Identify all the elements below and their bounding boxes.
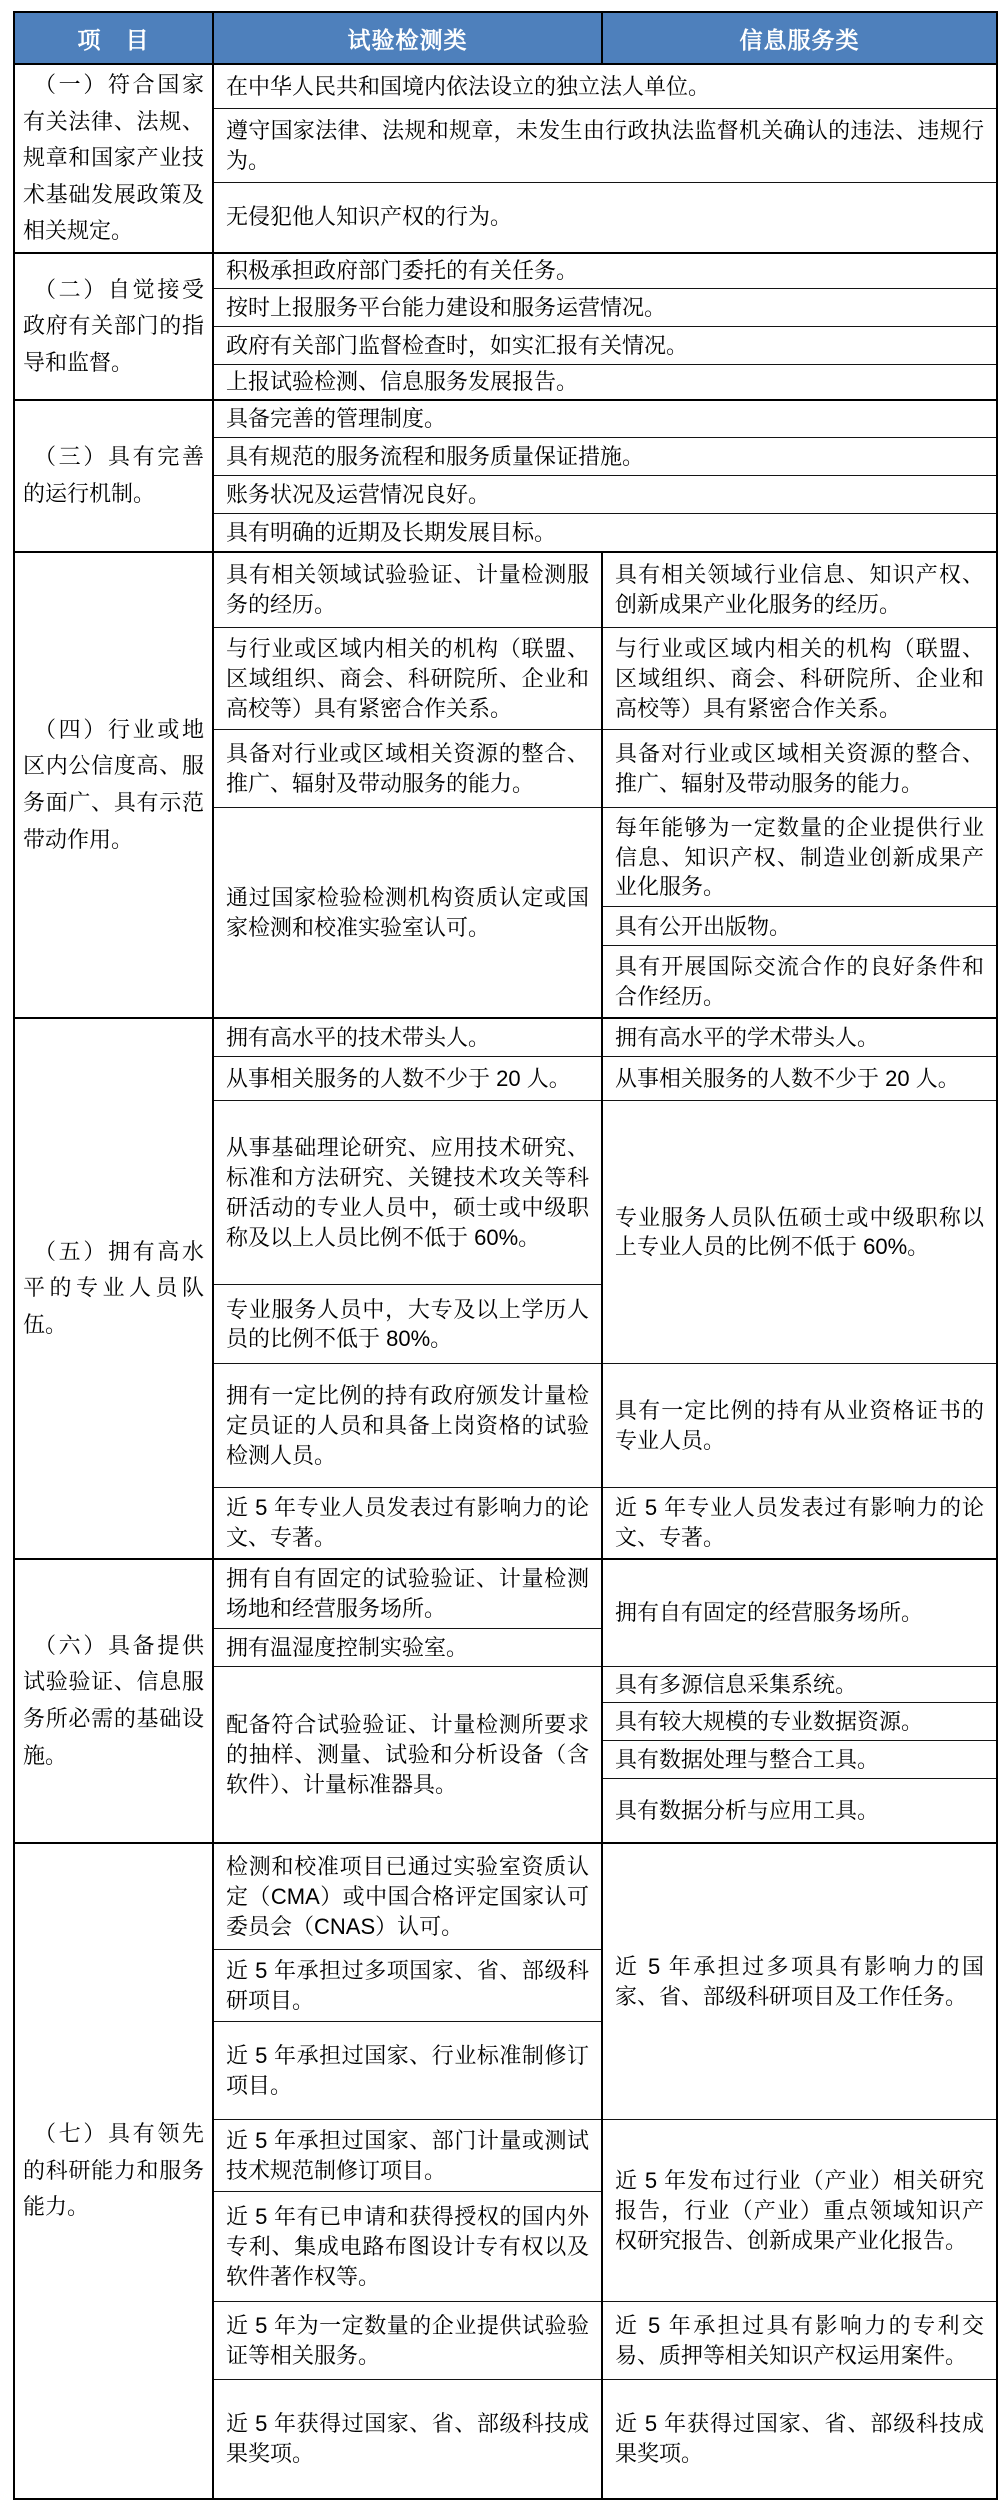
info-criteria-cell: 具有一定比例的持有从业资格证书的专业人员。	[602, 1364, 997, 1488]
criteria-cell: 近 5 年承担过国家、行业标准制修订项目。	[213, 2022, 602, 2120]
table-row	[14, 1843, 997, 1950]
test-criteria-cell: 拥有一定比例的持有政府颁发计量检定员证的人员和具备上岗资格的试验检测人员。	[213, 1364, 602, 1488]
header-item-column: 项 目	[14, 12, 213, 64]
info-criteria-cell: 近 5 年发布过行业（产业）相关研究报告，行业（产业）重点领域知识产权研究报告、创新成果产业化报告。	[602, 2120, 997, 2302]
test-criteria-cell: 与行业或区域内相关的机构（联盟、区域组织、商会、科研院所、企业和高校等）具有紧密合作关系。	[213, 628, 602, 730]
criteria-cell: 具有数据分析与应用工具。	[602, 1779, 997, 1843]
item-label-cell: （七）具有领先的科研能力和服务能力。	[14, 1843, 213, 2499]
test-criteria-cell: 近 5 年为一定数量的企业提供试验验证等相关服务。	[213, 2302, 602, 2380]
test-criteria-cell: 检测和校准项目已通过实验室资质认定（CMA）或中国合格评定国家认可委员会（CNAS）认可。	[213, 1843, 602, 1950]
shared-criteria-cell: 具有明确的近期及长期发展目标。	[213, 514, 997, 552]
criteria-cell: 近 5 年有已申请和获得授权的国内外专利、集成电路布图设计专有权以及软件著作权等。	[213, 2192, 602, 2302]
info-criteria-cell: 近 5 年承担过具有影响力的专利交易、质押等相关知识产权运用案件。	[602, 2302, 997, 2380]
criteria-cell: 专业服务人员中，大专及以上学历人员的比例不低于 80%。	[213, 1285, 602, 1364]
item-label-cell: （六）具备提供试验验证、信息服务所必需的基础设施。	[14, 1559, 213, 1843]
test-criteria-cell: 从事基础理论研究、应用技术研究、标准和方法研究、关键技术攻关等科研活动的专业人员中，硕士或中级职称及以上人员比例不低于 60%。	[213, 1101, 602, 1285]
shared-criteria-cell: 无侵犯他人知识产权的行为。	[213, 182, 997, 252]
item-label-cell: （二）自觉接受政府有关部门的指导和监督。	[14, 253, 213, 400]
table-row	[14, 253, 997, 289]
shared-criteria-cell: 政府有关部门监督检查时，如实汇报有关情况。	[213, 327, 997, 365]
info-criteria-cell: 近 5 年承担过多项具有影响力的国家、省、部级科研项目及工作任务。	[602, 1843, 997, 2120]
info-criteria-cell: 具备对行业或区域相关资源的整合、推广、辐射及带动服务的能力。	[602, 730, 997, 808]
item-label-cell: （一）符合国家有关法律、法规、规章和国家产业技术基础发展政策及相关规定。	[14, 64, 213, 253]
header-info-column: 信息服务类	[602, 12, 997, 64]
table-row	[14, 552, 997, 628]
table-row	[14, 64, 997, 109]
shared-criteria-cell: 账务状况及运营情况良好。	[213, 476, 997, 514]
criteria-cell: 拥有温湿度控制实验室。	[213, 1629, 602, 1667]
shared-criteria-cell: 上报试验检测、信息服务发展报告。	[213, 365, 997, 400]
test-criteria-cell: 配备符合试验验证、计量检测所要求的抽样、测量、试验和分析设备（含软件）、计量标准器具。	[213, 1667, 602, 1843]
table-row	[14, 1018, 997, 1057]
criteria-cell: 具有数据处理与整合工具。	[602, 1741, 997, 1779]
info-criteria-cell: 具有相关领域行业信息、知识产权、创新成果产业化服务的经历。	[602, 552, 997, 628]
info-criteria-cell: 具有多源信息采集系统。	[602, 1667, 997, 1703]
test-criteria-cell: 近 5 年获得过国家、省、部级科技成果奖项。	[213, 2380, 602, 2499]
shared-criteria-cell: 具有规范的服务流程和服务质量保证措施。	[213, 438, 997, 476]
shared-criteria-cell: 按时上报服务平台能力建设和服务运营情况。	[213, 289, 997, 327]
table-body	[14, 64, 997, 2499]
criteria-cell: 具有较大规模的专业数据资源。	[602, 1703, 997, 1741]
info-criteria-cell: 近 5 年获得过国家、省、部级科技成果奖项。	[602, 2380, 997, 2499]
test-criteria-cell: 拥有高水平的技术带头人。	[213, 1018, 602, 1057]
table-row	[14, 400, 997, 438]
qualification-criteria-table	[13, 11, 998, 2500]
item-label-cell: （三）具有完善的运行机制。	[14, 400, 213, 552]
info-criteria-cell: 每年能够为一定数量的企业提供行业信息、知识产权、制造业创新成果产业化服务。	[602, 808, 997, 907]
info-criteria-cell: 与行业或区域内相关的机构（联盟、区域组织、商会、科研院所、企业和高校等）具有紧密合作关系。	[602, 628, 997, 730]
criteria-cell: 具有开展国际交流合作的良好条件和合作经历。	[602, 946, 997, 1018]
info-criteria-cell: 从事相关服务的人数不少于 20 人。	[602, 1057, 997, 1101]
item-label-cell: （五）拥有高水平的专业人员队伍。	[14, 1018, 213, 1559]
table-row	[14, 1559, 997, 1629]
test-criteria-cell: 通过国家检验检测机构资质认定或国家检测和校准实验室认可。	[213, 808, 602, 1018]
info-criteria-cell: 拥有自有固定的经营服务场所。	[602, 1559, 997, 1667]
criteria-cell: 近 5 年承担过多项国家、省、部级科研项目。	[213, 1950, 602, 2022]
info-criteria-cell: 近 5 年专业人员发表过有影响力的论文、专著。	[602, 1488, 997, 1559]
shared-criteria-cell: 遵守国家法律、法规和规章，未发生由行政执法监督机关确认的违法、违规行为。	[213, 109, 997, 182]
test-criteria-cell: 拥有自有固定的试验验证、计量检测场地和经营服务场所。	[213, 1559, 602, 1629]
shared-criteria-cell: 具备完善的管理制度。	[213, 400, 997, 438]
test-criteria-cell: 近 5 年专业人员发表过有影响力的论文、专著。	[213, 1488, 602, 1559]
shared-criteria-cell: 在中华人民共和国境内依法设立的独立法人单位。	[213, 64, 997, 109]
table-header-row	[14, 12, 997, 64]
criteria-cell: 具有公开出版物。	[602, 907, 997, 946]
test-criteria-cell: 具有相关领域试验验证、计量检测服务的经历。	[213, 552, 602, 628]
info-criteria-cell: 专业服务人员队伍硕士或中级职称以上专业人员的比例不低于 60%。	[602, 1101, 997, 1364]
header-test-column: 试验检测类	[213, 12, 602, 64]
test-criteria-cell: 具备对行业或区域相关资源的整合、推广、辐射及带动服务的能力。	[213, 730, 602, 808]
shared-criteria-cell: 积极承担政府部门委托的有关任务。	[213, 253, 997, 289]
item-label-cell: （四）行业或地区内公信度高、服务面广、具有示范带动作用。	[14, 552, 213, 1018]
info-criteria-cell: 拥有高水平的学术带头人。	[602, 1018, 997, 1057]
test-criteria-cell: 从事相关服务的人数不少于 20 人。	[213, 1057, 602, 1101]
test-criteria-cell: 近 5 年承担过国家、部门计量或测试技术规范制修订项目。	[213, 2120, 602, 2192]
